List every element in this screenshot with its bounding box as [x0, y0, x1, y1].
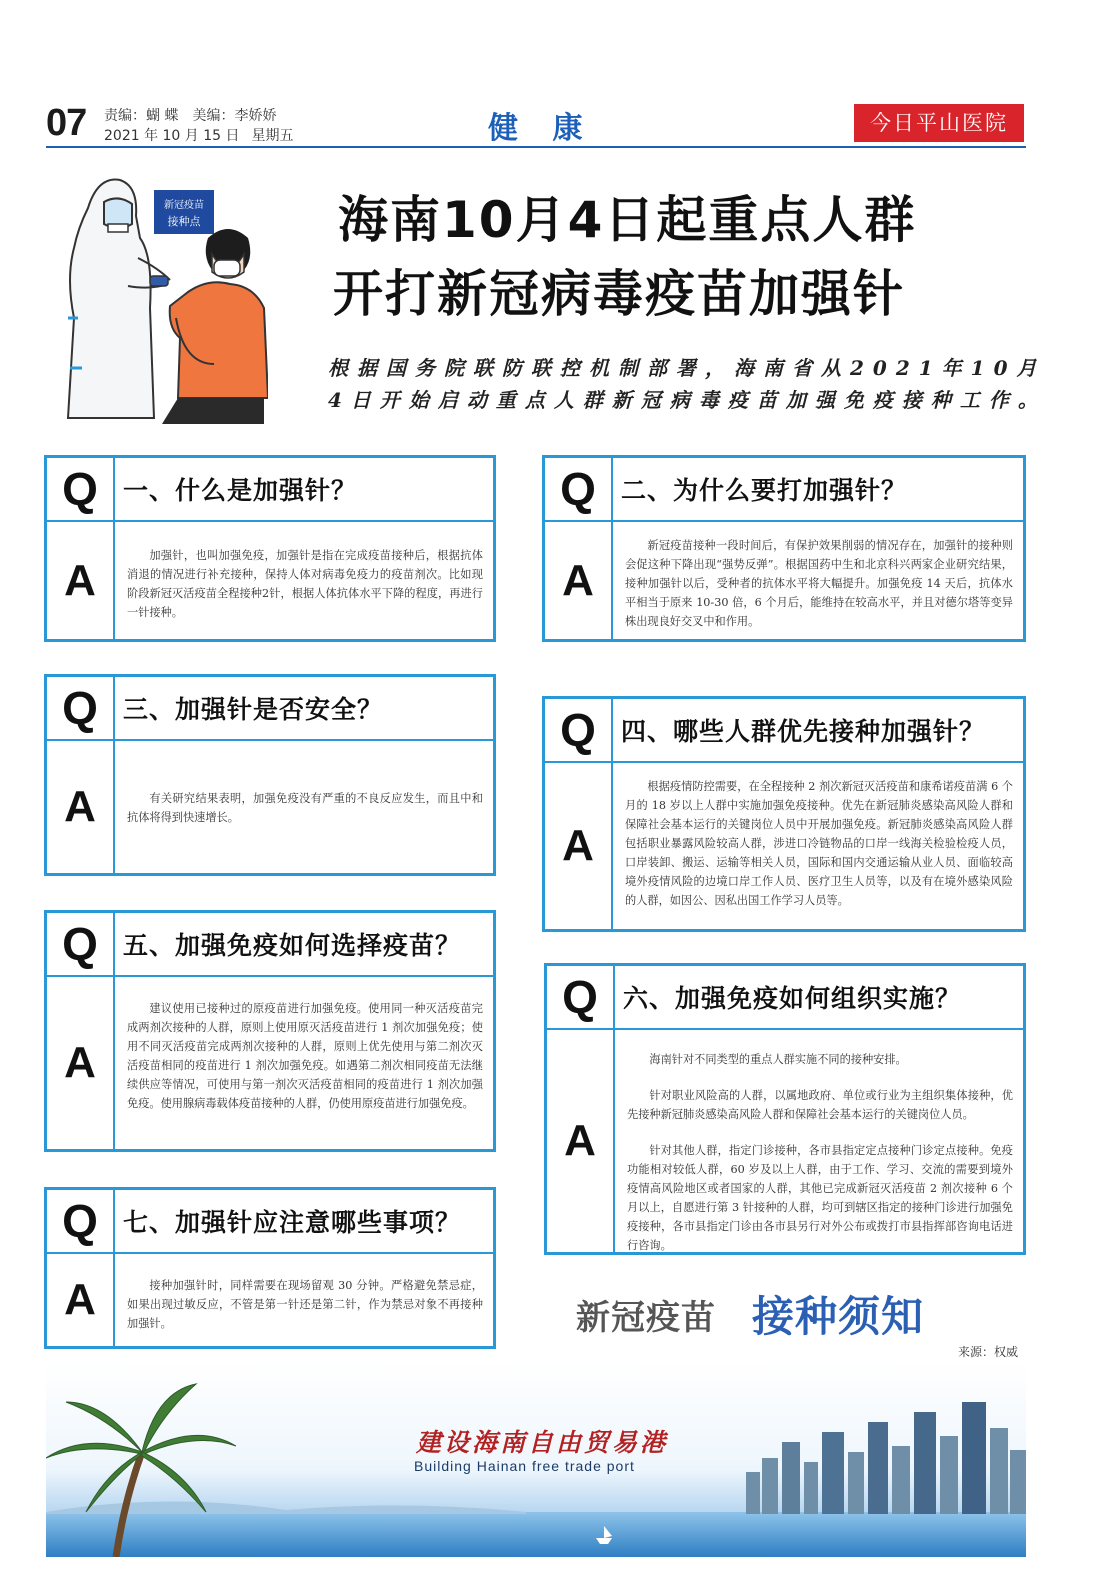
- answer-paragraph: 新冠疫苗接种一段时间后，有保护效果削弱的情况存在，加强针的接种则会促这种下降出现“强势反弹”。根据国药中生和北京科兴两家企业研究结果，接种加强针以后，受种者的抗体水平将大幅提升。加强免疫 14 天后，抗体水平相当于原来 10-30 倍，6 个月后，能维持在较高水平，并且对德尔塔等变异株出现良好交叉中和作用。: [625, 539, 1013, 628]
- a-label: A: [547, 1030, 615, 1252]
- vaccine-point-sign: [154, 190, 214, 234]
- a-label: A: [545, 522, 613, 639]
- question-text: 七、加强针应注意哪些事项？: [123, 1208, 462, 1237]
- answer-text: [625, 777, 1013, 910]
- answer-paragraph: 根据疫情防控需要，在全程接种 2 剂次新冠灭活疫苗和康希诺疫苗满 6 个月的 18 岁以上人群中实施加强免疫接种。优先在新冠肺炎感染高风险人群和保障社会基本运行的关键岗位人员中开展加强免疫。新冠肺炎感染高风险人群包括职业暴露风险较高人群，涉进口冷链物品的口岸一线海关检验检疫人员，口岸装卸、搬运、运输等相关人员，国际和国内交通运输从业人员、面临较高境外疫情风险的边境口岸工作人员、医疗卫生人员等，以及有在境外感染风险的人群，如因公、因私出国工作学习人员等。: [625, 780, 1013, 907]
- headline-line2: 开打新冠病毒疫苗加强针: [333, 265, 905, 323]
- qa-card-7: [44, 1187, 496, 1349]
- question-text: 一、什么是加强针？: [123, 476, 358, 505]
- qa-card-1: [44, 455, 496, 642]
- banner-chinese-slogan: 建设海南自由贸易港: [416, 1428, 669, 1457]
- a-label: A: [47, 522, 115, 639]
- qa-card-5: [44, 910, 496, 1152]
- answer-paragraph: 针对其他人群，指定门诊接种，各市县指定定点接种门诊定点接种。免疫功能相对较低人群，60 岁及以上人群，由于工作、学习、交流的需要到境外疫情高风险地区或者国家的人群，其他已完成新冠灭活疫苗 2 剂次接种 6 个月以上，自愿进行第 3 针接种的人群，均可到辖区指定的接种门诊进行加强免疫接种，各市县指定门诊由各市县另行对外公布或拨打市县指挥部咨询电话进行咨询。: [627, 1144, 1013, 1252]
- qa-card-3: [44, 674, 496, 876]
- question-text: 四、哪些人群优先接种加强针？: [621, 717, 986, 746]
- answer-paragraph: 加强针，也叫加强免疫，加强针是指在完成疫苗接种后，根据抗体消退的情况进行补充接种，保持人体对病毒免疫力的疫苗剂次。比如现阶段新冠灭活疫苗全程接种2针，根据人体抗体水平下降的程度，再进行一针接种。: [127, 549, 483, 619]
- intro-line2: 4日开始启动重点人群新冠病毒疫苗加强免疫接种工作。: [328, 388, 1047, 412]
- answer-text: [127, 1276, 483, 1333]
- credits: [104, 105, 290, 125]
- question-text: 三、加强针是否安全？: [123, 695, 384, 724]
- qa-card-2: [542, 455, 1026, 642]
- a-label: A: [47, 741, 115, 873]
- editor: 责编：蝴 蝶: [104, 108, 179, 124]
- answer-text: [127, 789, 483, 827]
- q-label: Q: [547, 966, 615, 1028]
- young-man-figure: [162, 229, 268, 424]
- banner-english-slogan: Building Hainan free trade port: [414, 1458, 635, 1474]
- intro-line1: 根据国务院联防联控机制部署，海南省从2021年10月: [328, 356, 1046, 380]
- q-label: Q: [47, 458, 115, 520]
- qa-card-6: [544, 963, 1026, 1255]
- weekday: 星期五: [251, 128, 294, 144]
- dateline: [104, 125, 306, 145]
- answer-paragraph: 针对职业风险高的人群，以属地政府、单位或行业为主组织集体接种，优先接种新冠肺炎感染高风险人群和保障社会基本运行的关键岗位人员。: [627, 1089, 1013, 1121]
- date: 2021 年 10 月 15 日: [104, 128, 240, 144]
- answer-paragraph: 有关研究结果表明，加强免疫没有严重的不良反应发生，而且中和抗体将得到快速增长。: [127, 792, 483, 824]
- page-number: 07: [46, 102, 87, 144]
- answer-text: [127, 546, 483, 622]
- qa-card-4: [542, 696, 1026, 932]
- answer-paragraph: 海南针对不同类型的重点人群实施不同的接种安排。: [649, 1053, 907, 1066]
- a-label: A: [47, 977, 115, 1149]
- q-label: Q: [47, 913, 115, 975]
- answer-text: [127, 999, 483, 1113]
- section-title: 健 康: [488, 111, 595, 146]
- brand-label: 今日平山医院: [854, 104, 1024, 142]
- slogan-grey: 新冠疫苗: [576, 1298, 716, 1338]
- a-label: A: [545, 763, 613, 929]
- headline-line1: 海南10月4日起重点人群: [338, 191, 917, 249]
- answer-paragraph: 建议使用已接种过的原疫苗进行加强免疫。使用同一种灭活疫苗完成两剂次接种的人群，原则上使用原灭活疫苗进行 1 剂次加强免疫；使用不同灭活疫苗完成两剂次接种的人群，原则上优先使用与第二剂次灭活疫苗相同的疫苗进行 1 剂次加强免疫。如遇第二剂次相同疫苗无法继续供应等情况，可使用与第一剂次灭活疫苗相同的疫苗进行 1 剂次加强免疫。使用腺病毒载体疫苗接种的人群，仍使用原疫苗进行加强免疫。: [127, 1002, 483, 1110]
- answer-text: [627, 1050, 1013, 1255]
- q-label: Q: [47, 677, 115, 739]
- a-label: A: [47, 1254, 115, 1346]
- question-text: 五、加强免疫如何选择疫苗？: [123, 931, 462, 960]
- q-label: Q: [47, 1190, 115, 1252]
- header-divider: [46, 146, 1026, 148]
- sign-line2: 接种点: [167, 215, 201, 228]
- vaccination-illustration: [58, 168, 268, 426]
- q-label: Q: [545, 458, 613, 520]
- source-credit: 来源：权威: [958, 1345, 1019, 1359]
- sign-line1: 新冠疫苗: [164, 200, 204, 211]
- question-text: 二、为什么要打加强针？: [621, 476, 908, 505]
- slogan-blue: 接种须知: [752, 1292, 925, 1341]
- answer-paragraph: 接种加强针时，同样需要在现场留观 30 分钟。严格避免禁忌症，如果出现过敏反应，不管是第一针还是第二针，作为禁忌对象不再接种加强针。: [127, 1279, 483, 1330]
- answer-text: [625, 536, 1013, 631]
- q-label: Q: [545, 699, 613, 761]
- designer: 美编：李娇娇: [192, 108, 277, 124]
- question-text: 六、加强免疫如何组织实施？: [623, 984, 962, 1013]
